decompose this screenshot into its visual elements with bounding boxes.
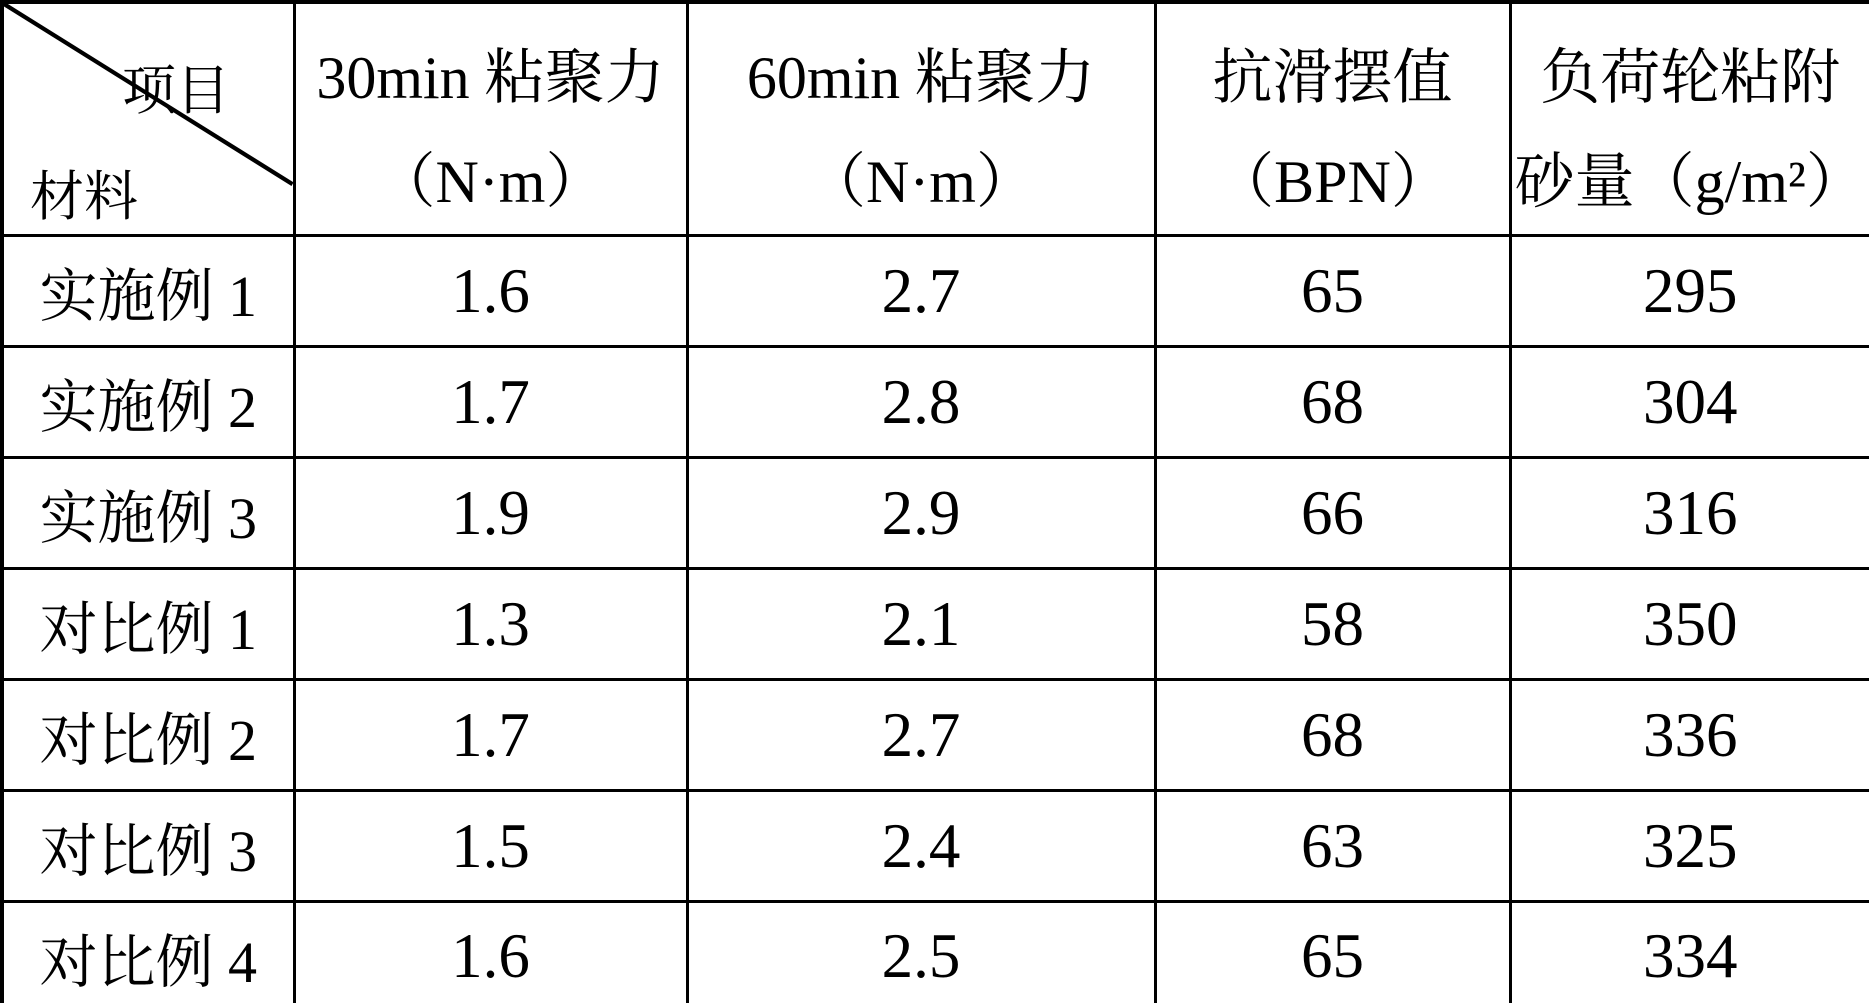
row-label: 实施例 2: [2, 347, 294, 458]
row-label: 对比例 4: [2, 902, 294, 1003]
column-header-30min-cohesion: [294, 2, 687, 236]
cell-value: 68: [1155, 680, 1510, 791]
cell-value: 2.5: [687, 902, 1155, 1003]
cell-value: 336: [1510, 680, 1869, 791]
header-row: [2, 2, 1869, 236]
cell-value: 2.7: [687, 680, 1155, 791]
cell-value: 2.8: [687, 347, 1155, 458]
cell-value: 1.7: [294, 347, 687, 458]
column-header-60min-cohesion: [687, 2, 1155, 236]
cell-value: 334: [1510, 902, 1869, 1003]
table-row: [2, 902, 1869, 1003]
column-header-title: 抗滑摆值: [1212, 45, 1453, 111]
cell-value: 1.6: [294, 902, 687, 1003]
table-row: [2, 347, 1869, 458]
column-header-unit: 砂量（g/m²）: [1514, 149, 1866, 215]
column-header-unit: （BPN）: [1214, 149, 1451, 215]
cell-value: 1.5: [294, 791, 687, 902]
cell-value: 350: [1510, 569, 1869, 680]
corner-label-material: 材料: [30, 167, 138, 227]
cell-value: 63: [1155, 791, 1510, 902]
cell-value: 2.9: [687, 458, 1155, 569]
cell-value: 325: [1510, 791, 1869, 902]
table-row: [2, 791, 1869, 902]
column-header-unit: （N·m）: [375, 149, 606, 215]
cell-value: 304: [1510, 347, 1869, 458]
column-header-title: 30min 粘聚力: [316, 45, 665, 111]
row-label: 实施例 3: [2, 458, 294, 569]
cell-value: 1.9: [294, 458, 687, 569]
row-label: 实施例 1: [2, 236, 294, 347]
cell-value: 2.4: [687, 791, 1155, 902]
row-label: 对比例 1: [2, 569, 294, 680]
corner-label-item: 项目: [122, 61, 230, 121]
column-header-title: 60min 粘聚力: [746, 45, 1096, 111]
table-row: [2, 569, 1869, 680]
cell-value: 65: [1155, 236, 1510, 347]
table-body: [2, 236, 1869, 1003]
cell-value: 1.3: [294, 569, 687, 680]
cell-value: 66: [1155, 458, 1510, 569]
corner-header-cell: [2, 2, 294, 236]
cell-value: 295: [1510, 236, 1869, 347]
table-row: [2, 458, 1869, 569]
table-row: [2, 236, 1869, 347]
row-label: 对比例 3: [2, 791, 294, 902]
cell-value: 1.7: [294, 680, 687, 791]
table-row: [2, 680, 1869, 791]
cell-value: 68: [1155, 347, 1510, 458]
cell-value: 316: [1510, 458, 1869, 569]
cell-value: 1.6: [294, 236, 687, 347]
cell-value: 65: [1155, 902, 1510, 1003]
column-header-loaded-wheel-sand: [1510, 2, 1869, 236]
column-header-unit: （N·m）: [806, 149, 1036, 215]
column-header-title: 负荷轮粘附: [1540, 45, 1841, 111]
cell-value: 2.7: [687, 236, 1155, 347]
column-header-skid-resistance: [1155, 2, 1510, 236]
cell-value: 58: [1155, 569, 1510, 680]
cell-value: 2.1: [687, 569, 1155, 680]
row-label: 对比例 2: [2, 680, 294, 791]
